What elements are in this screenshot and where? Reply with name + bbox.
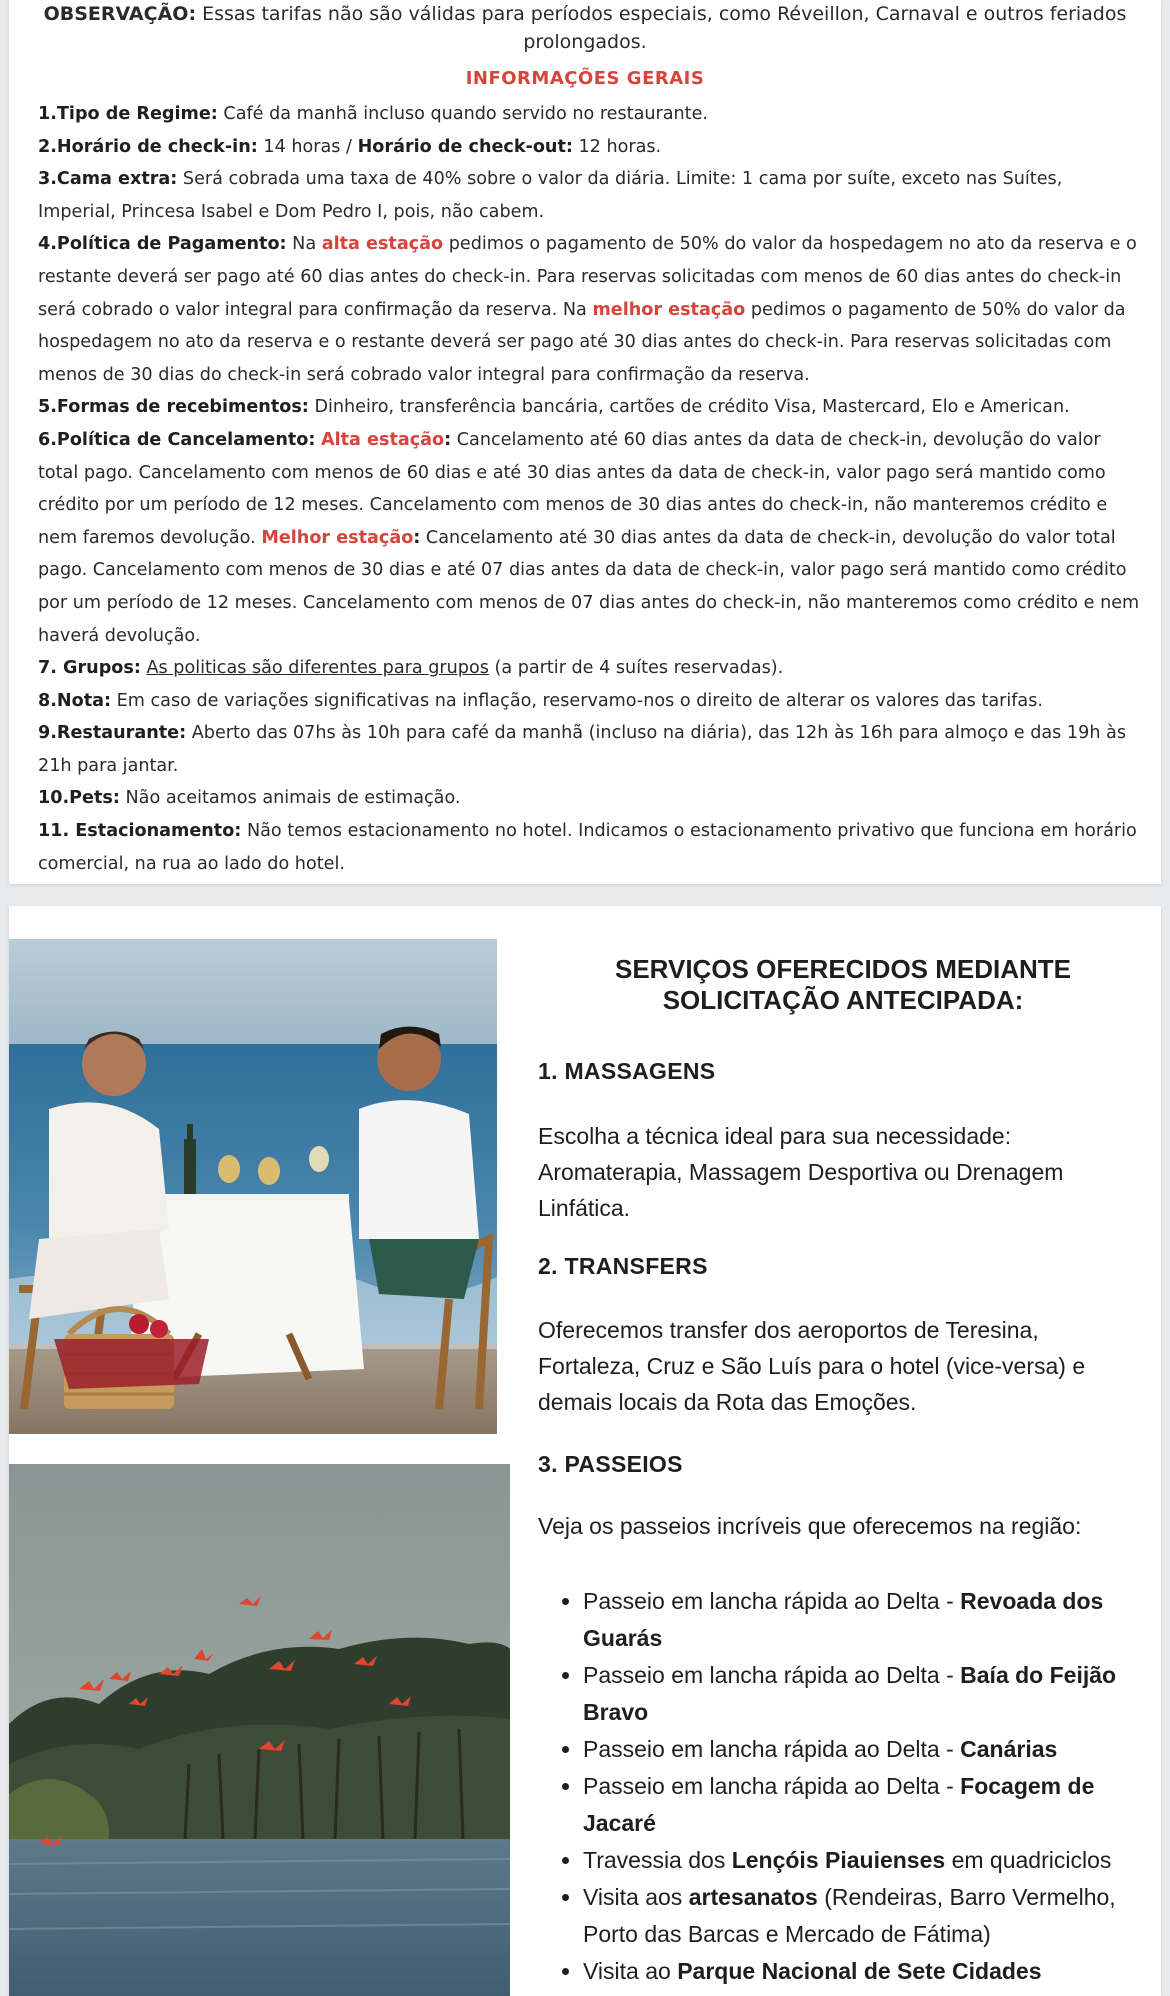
item-text: Em caso de variações significativas na inflação, reservamo-nos o direito de alterar os valores das tarifas. <box>116 690 1043 711</box>
tours-heading: 3. PASSEIOS <box>538 1451 683 1477</box>
list-item <box>583 1657 1143 1731</box>
services-title <box>538 954 1138 1016</box>
list-item <box>583 1842 1143 1879</box>
massage-heading: 1. MASSAGENS <box>538 1058 716 1084</box>
best-season-label: Melhor estação <box>261 527 414 548</box>
item-text: 14 horas / <box>263 136 358 157</box>
general-info-list <box>38 98 1142 880</box>
list-item <box>583 1731 1143 1768</box>
couple-beach-illustration <box>9 939 497 1434</box>
services-title-line1: SERVIÇOS OFERECIDOS MEDIANTE <box>614 954 1072 984</box>
ibis-mangrove-photo <box>9 1464 510 1996</box>
item-text: Será cobrada uma taxa de 40% sobre o valor da diária. Limite: 1 cama por suíte, exceto nas Suítes, Imperial, Princesa Isabel e Dom Pedro I, pois, não cabem. <box>38 169 1063 222</box>
tour-text: Visita ao <box>583 1958 678 1984</box>
item-text: Não aceitamos animais de estimação. <box>125 788 461 809</box>
info-item-payment-methods <box>38 391 1142 424</box>
tour-name: Lençóis Piauienses <box>731 1847 946 1873</box>
services-section <box>538 954 1138 1984</box>
services-page <box>9 906 1161 1996</box>
couple-beach-photo <box>9 939 497 1434</box>
item-label-checkout: Horário de check-out: <box>357 136 573 157</box>
item-label: 7. Grupos: <box>38 658 141 679</box>
info-item-extra-bed <box>38 163 1142 228</box>
item-text: Cancelamento até 30 dias antes da data de check-in, devolução do valor total pago. Cancelamento com menos de 30 dias e até 07 dias antes da data de check-in, valor pago será mantido como crédito por um período de 12 meses. Cancelamento com menos de 07 dias antes do check-in, não manteremos como crédito e nem haverá devolução. <box>38 527 1140 646</box>
item-label: 10.Pets: <box>38 788 120 809</box>
tour-text: Passeio em lancha rápida ao Delta - <box>583 1662 961 1688</box>
colon: : <box>413 527 421 548</box>
item-label: 11. Estacionamento: <box>38 821 242 842</box>
tour-name: Baía do Feijão Bravo <box>583 1662 1117 1725</box>
item-label: 9.Restaurante: <box>38 723 187 744</box>
info-item-pets <box>38 782 1142 815</box>
item-text: Aberto das 07hs às 10h para café da manhã (incluso na diária), das 12h às 16h para almoço e das 19h às 21h para jantar. <box>38 723 1127 776</box>
info-item-parking <box>38 815 1142 880</box>
observation-label: OBSERVAÇÃO: <box>43 3 197 25</box>
item-text: Na <box>292 234 322 255</box>
tour-name: Canárias <box>960 1736 1058 1762</box>
item-text: Dinheiro, transferência bancária, cartões de crédito Visa, Mastercard, Elo e American. <box>314 397 1070 418</box>
tour-text: Passeio em lancha rápida ao Delta - <box>583 1773 961 1799</box>
item-text: (a partir de 4 suítes reservadas). <box>488 658 784 679</box>
tour-text: em quadriciclos <box>945 1847 1112 1873</box>
item-label: 8.Nota: <box>38 690 112 711</box>
tour-text: (Rendeiras, Barro Vermelho, Porto das Barcas e Mercado de Fátima) <box>583 1884 1116 1947</box>
observation-text: Essas tarifas não são válidas para períodos especiais, como Réveillon, Carnaval e outros feriados prolongados. <box>202 3 1127 53</box>
item-label: 3.Cama extra: <box>38 169 178 190</box>
info-item-restaurant <box>38 717 1142 782</box>
groups-policy-link[interactable]: As politicas são diferentes para grupos <box>146 658 489 679</box>
info-item-cancellation-policy <box>38 424 1142 652</box>
tours-intro: Veja os passeios incríveis que oferecemos na região: <box>538 1513 1082 1539</box>
item-label: 1.Tipo de Regime: <box>38 104 218 124</box>
tour-text: Visita aos <box>583 1884 689 1910</box>
item-label: 5.Formas de recebimentos: <box>38 397 309 418</box>
item-text: Café da manhã incluso quando servido no restaurante. <box>223 104 708 124</box>
colon: : <box>444 429 452 450</box>
item-text: pedimos o pagamento de 50% do valor da hospedagem no ato da reserva e o restante deverá ser pago até 60 dias antes do check-in. Para reservas solicitadas com menos de 60 dias antes do check-in será cobrado o valor integral para confirmação da reserva. Na <box>38 234 1137 320</box>
massage-text: Escolha a técnica ideal para sua necessidade: Aromaterapia, Massagem Desportiva ou Drenagem Linfática. <box>538 1123 1064 1221</box>
info-item-checkin <box>38 131 1142 164</box>
ibis-mangrove-illustration <box>9 1464 510 1996</box>
info-item-note <box>38 685 1142 718</box>
high-season-label: alta estação <box>321 234 444 255</box>
transfers-text: Oferecemos transfer dos aeroportos de Teresina, Fortaleza, Cruz e São Luís para o hotel (vice-versa) e demais locais da Rota das Emoções. <box>538 1317 1086 1415</box>
tour-text: Travessia dos <box>583 1847 732 1873</box>
tours-list <box>538 1583 1143 1990</box>
tour-name: Revoada dos Guarás <box>583 1588 1104 1651</box>
info-item-payment-policy <box>38 228 1142 391</box>
list-item <box>583 1583 1143 1657</box>
list-item <box>583 1768 1143 1842</box>
item-text: Cancelamento até 60 dias antes da data de check-in, devolução do valor total pago. Cancelamento com menos de 60 dias e até 30 dias antes da data de check-in, valor pago será mantido como crédito por um período de 12 meses. Cancelamento com menos de 30 dias antes do check-in, não manteremos crédito e nem faremos devolução. <box>38 429 1108 548</box>
terms-page <box>9 0 1161 884</box>
tour-text: Passeio em lancha rápida ao Delta - <box>583 1736 961 1762</box>
transfers-heading: 2. TRANSFERS <box>538 1253 708 1279</box>
tour-name: Parque Nacional de Sete Cidades <box>677 1958 1042 1984</box>
item-label: 4.Política de Pagamento: <box>38 234 287 255</box>
list-item <box>583 1953 1143 1990</box>
info-item-regime <box>38 98 1142 131</box>
tour-text: Passeio em lancha rápida ao Delta - <box>583 1588 961 1614</box>
general-info-title: INFORMAÇÕES GERAIS <box>465 68 705 89</box>
tour-name: artesanatos <box>688 1884 818 1910</box>
item-label: 6.Política de Cancelamento: <box>38 429 316 450</box>
item-text: pedimos o pagamento de 50% do valor da hospedagem no ato da reserva e o restante deverá ser pago até 30 dias antes do check-in. Para reservas solicitadas com menos de 30 dias do check-in será cobrado valor integral para confirmação da reserva. <box>38 299 1126 385</box>
item-text: 12 horas. <box>578 136 662 157</box>
services-title-line2: SOLICITAÇÃO ANTECIPADA: <box>662 985 1024 1015</box>
observation-note <box>29 0 1141 56</box>
list-item <box>583 1879 1143 1953</box>
best-season-label: melhor estação <box>592 299 746 320</box>
info-item-groups <box>38 652 1142 685</box>
tour-name: Focagem de Jacaré <box>583 1773 1095 1836</box>
item-label: 2.Horário de check-in: <box>38 136 258 157</box>
high-season-label: Alta estação <box>320 429 445 450</box>
item-text: Não temos estacionamento no hotel. Indicamos o estacionamento privativo que funciona em horário comercial, na rua ao lado do hotel. <box>38 821 1137 874</box>
